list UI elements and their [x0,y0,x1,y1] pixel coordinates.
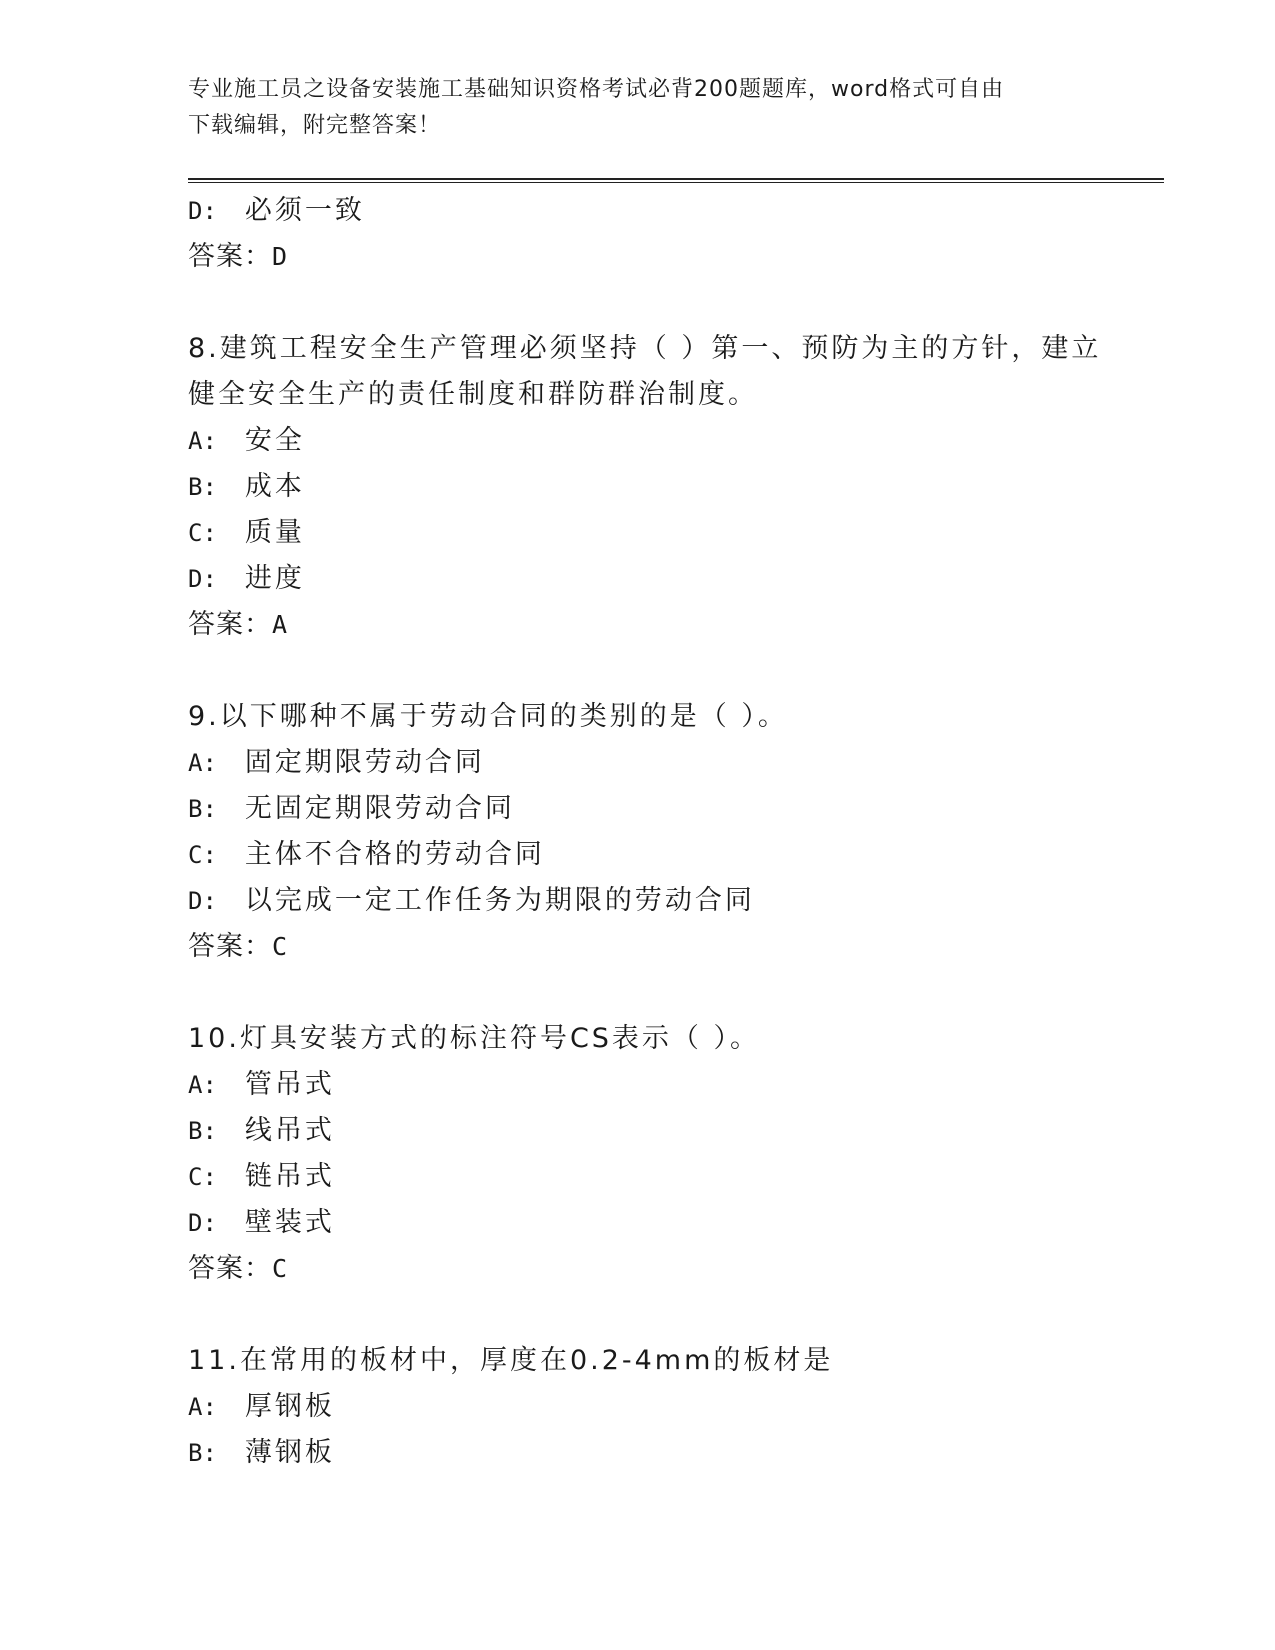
option-key: D: [188,1209,217,1237]
option-key: A: [188,1071,217,1099]
option-text: 管吊式 [244,1069,335,1100]
option-key: A: [188,749,217,777]
option-b [188,1108,1088,1154]
answer-label: 答案： [188,1253,272,1284]
option-text: 质量 [244,517,305,548]
option-b [188,1430,1088,1476]
document-header [188,72,1068,144]
question-8 [188,326,1102,648]
answer-label: 答案： [188,931,272,962]
option-key: A: [188,1393,217,1421]
question-9 [188,694,1088,970]
option-key: B: [188,1117,217,1145]
option-text: 链吊式 [244,1161,335,1192]
option-c [188,832,1088,878]
answer-value: D [272,242,289,271]
header-rule-thick [188,178,1164,180]
answer-label: 答案： [188,609,272,640]
question-list [188,188,1102,1476]
option-b [188,786,1088,832]
question-7-tail [188,188,1088,280]
question-stem: 9.以下哪种不属于劳动合同的类别的是（ ）。 [188,701,788,732]
option-d [188,1200,1088,1246]
header-rule-thin [188,182,1164,183]
option-key: D: [188,887,217,915]
option-text: 厚钢板 [244,1391,335,1422]
answer-line [188,602,1088,648]
question-10 [188,1016,1088,1292]
answer-line [188,1246,1088,1292]
option-text: 进度 [244,563,305,594]
question-stem: 8.建筑工程安全生产管理必须坚持（ ）第一、预防为主的方针，建立 [188,333,1102,364]
option-text: 线吊式 [244,1115,335,1146]
answer-value: C [272,932,289,961]
question-stem: 11.在常用的板材中，厚度在0.2-4mm的板材是 [188,1345,834,1376]
option-d [188,188,1088,234]
answer-line [188,234,1088,280]
answer-line [188,924,1088,970]
question-stem-continued: 健全安全生产的责任制度和群防群治制度。 [188,379,758,410]
option-text: 主体不合格的劳动合同 [244,839,545,870]
option-d [188,556,1088,602]
question-11 [188,1338,1088,1476]
option-text: 固定期限劳动合同 [244,747,485,778]
option-key: A: [188,427,217,455]
option-key: C: [188,841,217,869]
option-a [188,418,1088,464]
header-title-line-1: 专业施工员之设备安装施工基础知识资格考试必背200题题库，word格式可自由 [188,77,1005,102]
option-text: 必须一致 [244,195,365,226]
answer-value: A [272,610,289,639]
option-text: 以完成一定工作任务为期限的劳动合同 [244,885,755,916]
option-key: B: [188,473,217,501]
option-key: D: [188,197,217,225]
option-text: 安全 [244,425,305,456]
option-text: 成本 [244,471,305,502]
option-text: 无固定期限劳动合同 [244,793,515,824]
option-a [188,1384,1088,1430]
answer-label: 答案： [188,241,272,272]
option-a [188,740,1088,786]
option-a [188,1062,1088,1108]
option-text: 壁装式 [244,1207,335,1238]
option-c [188,510,1088,556]
option-b [188,464,1088,510]
question-stem: 10.灯具安装方式的标注符号CS表示（ ）。 [188,1023,761,1054]
option-key: B: [188,1439,217,1467]
option-text: 薄钢板 [244,1437,335,1468]
option-key: C: [188,519,217,547]
option-d [188,878,1088,924]
option-key: B: [188,795,217,823]
option-key: D: [188,565,217,593]
answer-value: C [272,1254,289,1283]
option-key: C: [188,1163,217,1191]
header-title-line-2: 下载编辑，附完整答案！ [188,113,442,138]
option-c [188,1154,1088,1200]
